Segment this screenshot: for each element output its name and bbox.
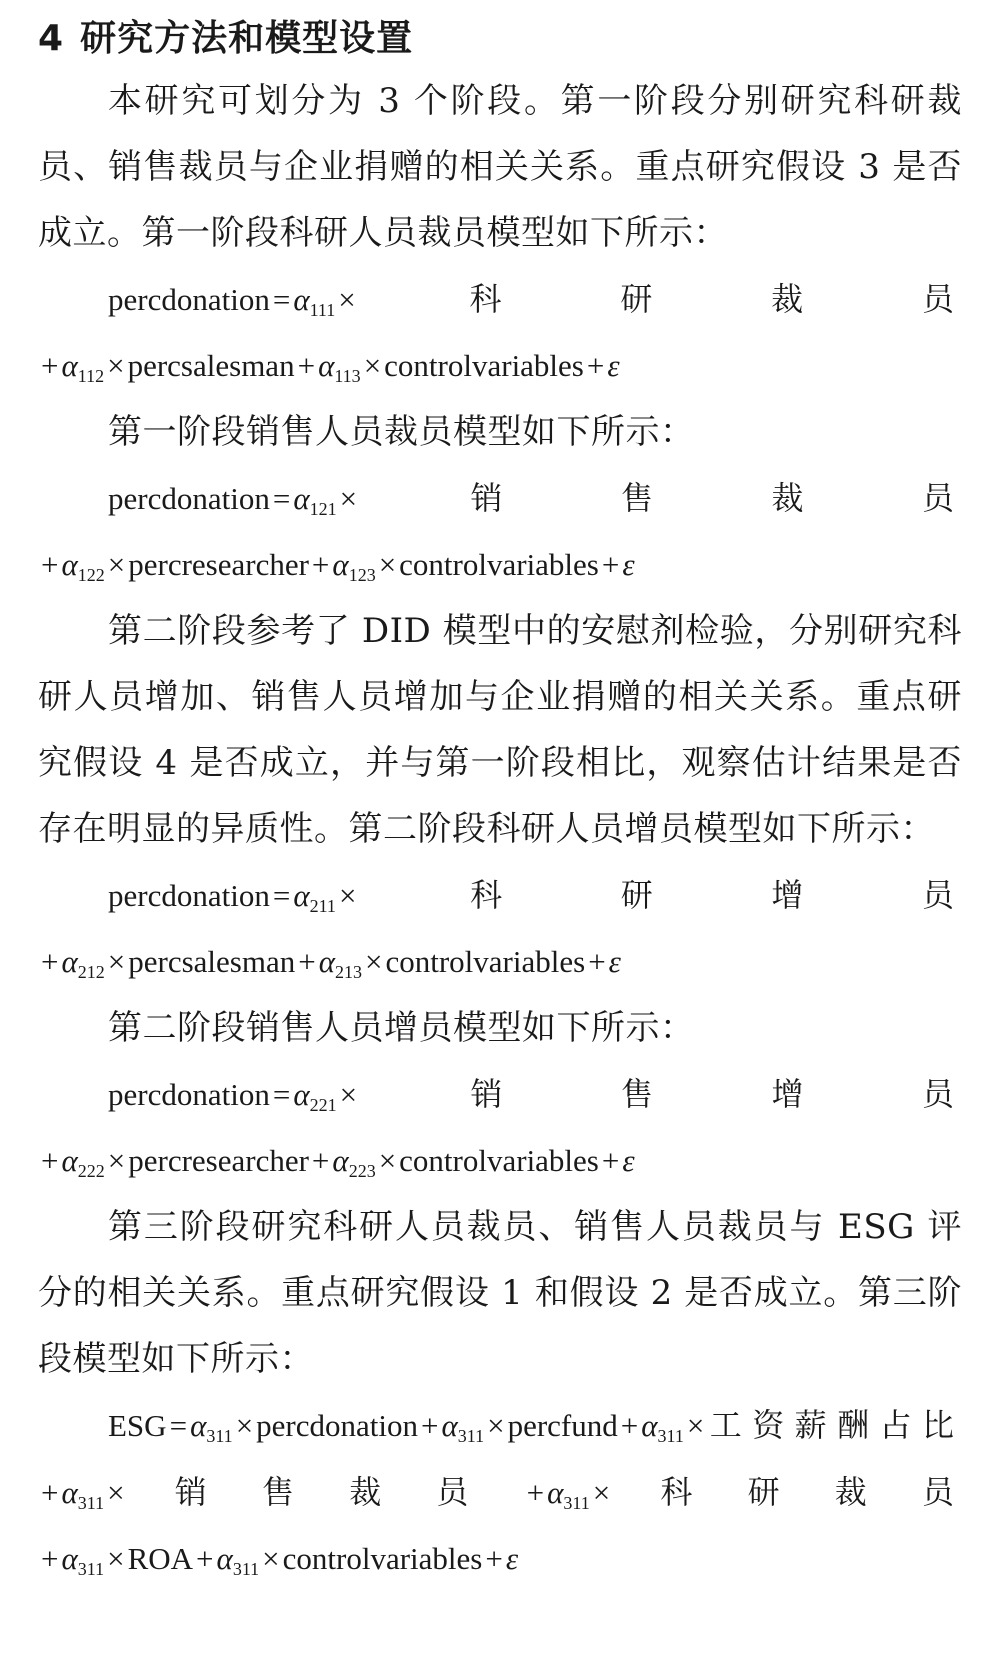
- formula-variable: percresearcher: [128, 547, 309, 582]
- alpha-coefficient: α: [332, 547, 349, 582]
- times-sign: ×: [107, 348, 125, 383]
- alpha-coefficient: α: [61, 944, 78, 979]
- alpha-coefficient: α: [293, 1077, 310, 1112]
- equals-sign: =: [272, 878, 291, 913]
- formula-variable: controlvariables: [282, 1541, 483, 1576]
- formula-variable: controlvariables: [384, 348, 584, 383]
- alpha-coefficient: α: [547, 1475, 564, 1510]
- epsilon-error-term: ε: [608, 944, 621, 979]
- plus-sign: +: [421, 1408, 439, 1443]
- times-sign: ×: [107, 944, 126, 979]
- plus-sign: +: [485, 1541, 503, 1576]
- formula-variable: percsalesman: [128, 944, 296, 979]
- coefficient-subscript: 113: [334, 366, 361, 386]
- plus-sign: +: [601, 547, 620, 582]
- formula-research-increase: [38, 862, 962, 995]
- alpha-coefficient: α: [61, 1475, 78, 1510]
- formula-research-layoff: [38, 266, 962, 399]
- coefficient-subscript: 311: [77, 1493, 105, 1513]
- plus-sign: +: [601, 1143, 620, 1178]
- coefficient-subscript: 221: [309, 1095, 337, 1115]
- formula-variable: controlvariables: [399, 1143, 599, 1178]
- times-sign: ×: [592, 1475, 611, 1510]
- equals-sign: =: [272, 481, 291, 516]
- times-sign: ×: [262, 1541, 280, 1576]
- paragraph-intro: 本研究可划分为 3 个阶段。第一阶段分别研究科研裁员、销售裁员与企业捐赠的相关关系。重点研究假设 3 是否成立。第一阶段科研人员裁员模型如下所示：: [38, 81, 962, 253]
- paragraph-sales-layoff-intro: 第一阶段销售人员裁员模型如下所示：: [108, 412, 695, 452]
- formula-sales-increase: [38, 1061, 962, 1194]
- alpha-coefficient: α: [61, 547, 78, 582]
- formula-variable: 科研增员: [359, 876, 962, 914]
- paragraph-stage-two: 第二阶段参考了 DID 模型中的安慰剂检验，分别研究科研人员增加、销售人员增加与企业捐赠的相关关系。重点研究假设 4 是否成立，并与第一阶段相比，观察估计结果是否存在明显的异质性。第二阶段科研人员增员模型如下所示：: [38, 611, 962, 849]
- times-sign: ×: [378, 547, 397, 582]
- paragraph-stage-three: 第三阶段研究科研人员裁员、销售人员裁员与 ESG 评分的相关关系。重点研究假设 1 和假设 2 是否成立。第三阶段模型如下所示：: [38, 1207, 962, 1379]
- alpha-coefficient: α: [318, 348, 335, 383]
- times-sign: ×: [338, 878, 357, 913]
- coefficient-subscript: 223: [348, 1161, 376, 1181]
- alpha-coefficient: α: [332, 1143, 349, 1178]
- epsilon-error-term: ε: [622, 547, 635, 582]
- times-sign: ×: [378, 1143, 397, 1178]
- formula-variable: controlvariables: [399, 547, 599, 582]
- coefficient-subscript: 311: [77, 1559, 105, 1579]
- alpha-coefficient: α: [641, 1408, 658, 1443]
- alpha-coefficient: α: [216, 1541, 233, 1576]
- alpha-coefficient: α: [190, 1408, 207, 1443]
- equals-sign: =: [169, 1408, 188, 1443]
- times-sign: ×: [365, 944, 383, 979]
- coefficient-subscript: 311: [206, 1426, 233, 1446]
- alpha-coefficient: α: [293, 282, 310, 317]
- alpha-coefficient: α: [293, 878, 310, 913]
- coefficient-subscript: 222: [77, 1161, 105, 1181]
- plus-sign: +: [311, 1143, 330, 1178]
- plus-sign: +: [620, 1408, 639, 1443]
- section-title: 研究方法和模型设置: [80, 18, 414, 59]
- formula-variable: 销售增员: [360, 1075, 962, 1113]
- alpha-coefficient: α: [61, 348, 78, 383]
- coefficient-subscript: 211: [309, 896, 336, 916]
- times-sign: ×: [107, 1541, 125, 1576]
- alpha-coefficient: α: [318, 944, 335, 979]
- plus-sign: +: [196, 1541, 214, 1576]
- formula-variable: 销售裁员: [127, 1473, 524, 1511]
- times-sign: ×: [107, 1143, 126, 1178]
- alpha-coefficient: α: [441, 1408, 458, 1443]
- coefficient-subscript: 311: [563, 1493, 590, 1513]
- formula-esg: [38, 1392, 962, 1592]
- times-sign: ×: [487, 1408, 505, 1443]
- formula-lhs: percdonation: [108, 878, 270, 913]
- plus-sign: +: [41, 348, 59, 383]
- coefficient-subscript: 311: [657, 1426, 684, 1446]
- alpha-coefficient: α: [61, 1541, 78, 1576]
- coefficient-subscript: 111: [309, 300, 336, 320]
- epsilon-error-term: ε: [607, 348, 620, 383]
- formula-sales-layoff: [38, 465, 962, 598]
- coefficient-subscript: 311: [232, 1559, 260, 1579]
- formula-variable: controlvariables: [385, 944, 586, 979]
- plus-sign: +: [41, 1475, 59, 1510]
- plus-sign: +: [41, 1143, 59, 1178]
- times-sign: ×: [107, 547, 126, 582]
- formula-variable: 销售裁员: [360, 479, 962, 517]
- times-sign: ×: [339, 481, 358, 516]
- plus-sign: +: [586, 348, 605, 383]
- times-sign: ×: [686, 1408, 705, 1443]
- formula-variable: percfund: [507, 1408, 618, 1443]
- section-number: 4: [38, 18, 65, 59]
- coefficient-subscript: 123: [348, 565, 376, 585]
- plus-sign: +: [588, 944, 606, 979]
- alpha-coefficient: α: [61, 1143, 78, 1178]
- formula-variable: 工资薪酬占比: [707, 1406, 962, 1444]
- plus-sign: +: [297, 348, 316, 383]
- formula-lhs: percdonation: [108, 282, 270, 317]
- equals-sign: =: [272, 1077, 291, 1112]
- coefficient-subscript: 122: [77, 565, 105, 585]
- plus-sign: +: [526, 1475, 545, 1510]
- coefficient-subscript: 121: [309, 499, 337, 519]
- formula-lhs: percdonation: [108, 1077, 270, 1112]
- formula-variable: 科研裁员: [358, 280, 962, 318]
- plus-sign: +: [311, 547, 330, 582]
- alpha-coefficient: α: [293, 481, 310, 516]
- section-heading: [38, 10, 962, 68]
- paragraph-sales-increase-intro: 第二阶段销售人员增员模型如下所示：: [108, 1008, 695, 1048]
- epsilon-error-term: ε: [622, 1143, 635, 1178]
- times-sign: ×: [339, 1077, 358, 1112]
- formula-lhs: ESG: [108, 1408, 167, 1443]
- plus-sign: +: [298, 944, 316, 979]
- plus-sign: +: [41, 547, 59, 582]
- epsilon-error-term: ε: [505, 1541, 519, 1576]
- equals-sign: =: [272, 282, 291, 317]
- times-sign: ×: [107, 1475, 125, 1510]
- times-sign: ×: [338, 282, 356, 317]
- times-sign: ×: [363, 348, 382, 383]
- coefficient-subscript: 311: [457, 1426, 485, 1446]
- formula-variable: percdonation: [256, 1408, 418, 1443]
- plus-sign: +: [41, 944, 59, 979]
- formula-variable: percsalesman: [127, 348, 295, 383]
- formula-variable: ROA: [127, 1541, 194, 1576]
- formula-variable: percresearcher: [128, 1143, 309, 1178]
- plus-sign: +: [41, 1541, 59, 1576]
- formula-variable: 科研裁员: [613, 1473, 962, 1511]
- formula-lhs: percdonation: [108, 481, 270, 516]
- coefficient-subscript: 213: [335, 962, 362, 982]
- coefficient-subscript: 112: [77, 366, 105, 386]
- coefficient-subscript: 212: [77, 962, 105, 982]
- times-sign: ×: [235, 1408, 254, 1443]
